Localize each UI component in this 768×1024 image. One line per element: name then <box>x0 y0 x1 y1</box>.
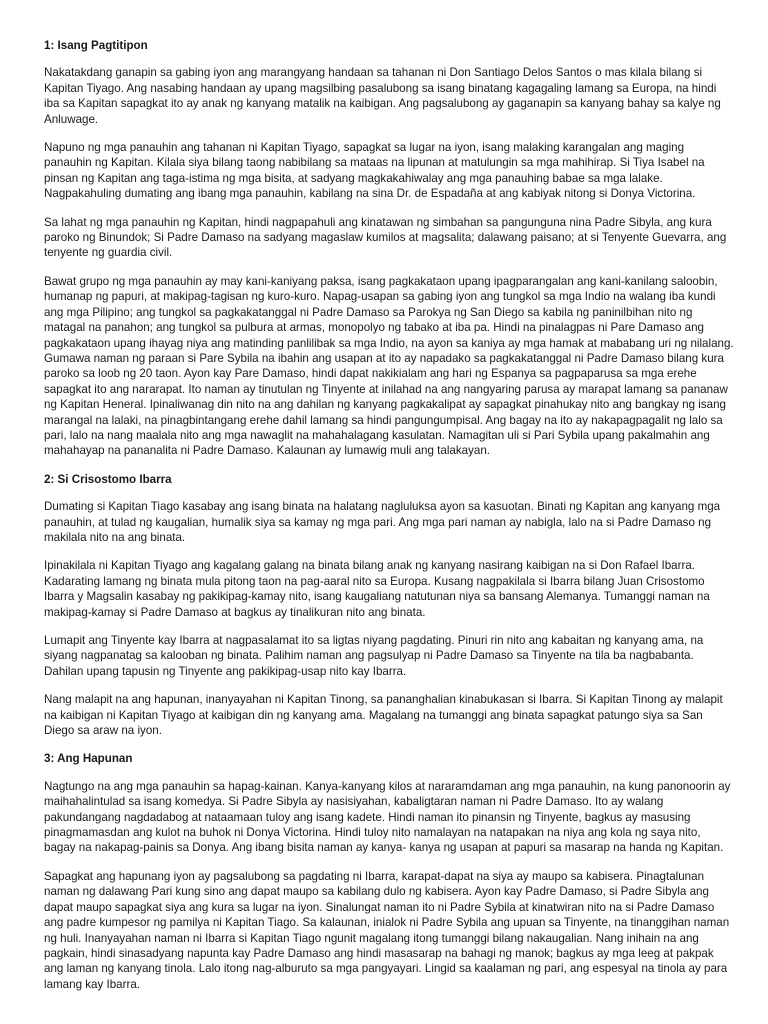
section-3 <box>44 751 734 992</box>
paragraph: Ipinakilala ni Kapitan Tiyago ang kagalang galang na binata bilang anak ng kanyang nasirang kaibigan na si Don Rafael Ibarra. Kadarating lamang ng binata mula pitong taon na pag-aaral nito sa Europa. Kusang nagpakilala si Ibarra bilang Juan Crisostomo Ibarra y Magsalin kasabay ng pakikipag-kamay nito, isang kaugaliang natutunan niya sa bansang Alemanya. Tumanggi naman na makipag-kamay si Padre Damaso at bagkus ay tinalikuran nito ang binata. <box>44 559 710 619</box>
paragraph: Lumapit ang Tinyente kay Ibarra at nagpasalamat ito sa ligtas niyang pagdating. Pinuri rin nito ang kabaitan ng kanyang ama, na siyang nagpanatag sa kalooban ng binata. Palihim naman ang pagsulyap ni Padre Damaso sa Tinyente na tila ba nagbabanta. Dahilan upang tapusin ng Tinyente ang pakikipag-usap nito kay Ibarra. <box>44 634 704 678</box>
paragraph: Bawat grupo ng mga panauhin ay may kani-kaniyang paksa, isang pagkakataon upang ipagparangalan ang kani-kanilang saloobin, humanap ng papuri, at makipag-tagisan ng kuro-kuro. Napag-usapan sa gabing iyon ang tungkol sa mga Indio na walang iba kundi ang mga Pilipino; ang tungkol sa pagkakatanggal ni Padre Damaso sa Parokya ng San Diego sa kabila ng paninilbihan nito ng matagal na panahon; ang tungkol sa pulbura at armas, monopolyo ng tabako at iba pa. Hindi na pinalagpas ni Pare Damaso ang pagkakataon upang ihayag niya ang matinding panlilibak sa mga Indio, na ayon sa kaniya ay mga hamak at mababang uri ng nilalang. Gumawa naman ng paraan si Pare Sybila na ibahin ang usapan at ito ay napadako sa pagkakatanggal ni Padre Damaso bilang kura paroko sa loob ng 20 taon. Ayon kay Pare Damaso, hindi dapat nakikialam ang hari ng Espanya sa pagpaparusa sa mga erehe sapagkat ito ang nararapat. Ito naman ay tinutulan ng Tinyente at inilahad na ang nangyaring parusa ay marapat lamang sa pananaw ng Kapitan Heneral. Ipinaliwanag din nito na ang dahilan ng kanyang pagkakalipat ay sapagkat pinahukay nito ang bangkay ng isang marangal na lalaki, na pinagbintangang erehe dahil lamang sa hindi pangungumpisal. Ang bagay na ito ay nakapagpagalit ng lalo sa pari, lalo na nang maalala nito ang mga nawaglit na mahahalagang kasulatan. Namagitan uli si Pari Sybila upang pakalmahin ang mahahayap na pananalita ni Padre Damaso. Kalaunan ay lumawig muli ang talakayan. <box>44 274 734 458</box>
section-1 <box>44 38 734 459</box>
paragraph: Napuno ng mga panauhin ang tahanan ni Kapitan Tiyago, sapagkat sa lugar na iyon, isang malaking karangalan ang maging panauhin ng Kapitan. Kilala siya bilang taong nabibilang sa mataas na lipunan at matulungin sa mga mahihirap. Si Tiya Isabel na pinsan ng Kapitan ang taga-istima ng mga bisita, at sadyang magkakahiwalay ang mga panauhing babae sa mga lalake. Nagpakahuling dumating ang ibang mga panauhin, kabilang na sina Dr. de Espadaña at ang kabiyak nitong si Donya Victorina. <box>44 141 705 201</box>
section-heading: 2: Si Crisostomo Ibarra <box>44 472 172 486</box>
paragraph: Nagtungo na ang mga panauhin sa hapag-kainan. Kanya-kanyang kilos at nararamdaman ang mga panauhin, na kung panonoorin ay maihahalintulad sa isang komedya. Si Padre Sibyla ay nasisiyahan, kabaligtaran naman ni Padre Damaso. Ito ay walang pakundangang nagdadabog at nataamaan tuloy ang isang kadete. Hindi naman ito pinansin ng Tinyente, bagkus ay masusing pinagmamasdan ang kulot na buhok ni Donya Victorina. Hindi tuloy nito namalayan na natapakan na niya ang kola ng saya nito, bagay na nakapag-painis sa Donya. Ang ibang bisita naman ay kanya- kanya ng usapan at papuri sa masarap na handa ng Kapitan. <box>44 779 731 855</box>
document-body <box>44 38 734 1005</box>
paragraph: Nakatakdang ganapin sa gabing iyon ang marangyang handaan sa tahanan ni Don Santiago Delos Santos o mas kilala bilang si Kapitan Tiyago. Ang nasabing handaan ay upang magsilbing pasalubong sa isang binatang kagagaling lamang sa Europa, na hindi iba sa Kapitan sapagkat ito ay anak ng kanyang matalik na kaibigan. Ang pagsalubong ay gaganapin sa kanyang bahay sa kalye ng Anluwage. <box>44 66 721 126</box>
section-heading: 1: Isang Pagtitipon <box>44 39 148 52</box>
paragraph: Sa lahat ng mga panauhin ng Kapitan, hindi nagpapahuli ang kinatawan ng simbahan sa pangunguna nina Padre Sibyla, ang kura paroko ng Binundok; Si Padre Damaso na sadyang magaslaw kumilos at magsalita; dalawang paisano; at si Tenyente Guevarra, ang tenyente ng guardia civil. <box>44 215 727 260</box>
section-2 <box>44 472 734 739</box>
section-heading: 3: Ang Hapunan <box>44 752 133 766</box>
paragraph: Dumating si Kapitan Tiago kasabay ang isang binata na halatang nagluluksa ayon sa kasuotan. Binati ng Kapitan ang kanyang mga panauhin, at tulad ng kaugalian, humalik siya sa kamay ng mga pari. Ang mga pari naman ay nabigla, lalo na si Padre Damaso ng makilala nito na ang binata. <box>44 500 721 544</box>
paragraph: Nang malapit na ang hapunan, inanyayahan ni Kapitan Tinong, sa pananghalian kinabukasan si Ibarra. Si Kapitan Tinong ay malapit na kaibigan ni Kapitan Tiyago at kaibigan din ng kanyang ama. Magalang na tumanggi ang binata sapagkat patungo siya sa San Diego sa araw na iyon. <box>44 693 723 738</box>
paragraph: Sapagkat ang hapunang iyon ay pagsalubong sa pagdating ni Ibarra, karapat-dapat na siya ay maupo sa kabisera. Pinagtalunan naman ng dalawang Pari kung sino ang dapat maupo sa kabilang dulo ng kabisera. Ayon kay Padre Damaso, si Padre Sibyla ang dapat maupo sapagkat siya ang kura sa lugar na iyon. Sinalungat naman ito ni Padre Sybila at kinatwiran nito na si Padre Damaso ang padre kumpesor ng pamilya ni Kapitan Tiago. Sa kalaunan, inialok ni Padre Sybila ang upuan sa Tinyente, na tinanggihan naman ng huli. Inanyayahan naman ni Ibarra si Kapitan Tiago ngunit magalang itong tumanggi bilang nakaugalian. Nang inihain na ang pagkain, hindi sinasadyang napunta kay Padre Damaso ang hindi masasarap na bahagi ng manok; bagkus ay mga leeg at pakpak ang laman ng kanyang tinola. Lalo itong nag-alburuto sa mga pangyayari. Lingid sa kaalaman ng pari, ang espesyal na tinola ay para lamang kay Ibarra. <box>44 869 730 991</box>
